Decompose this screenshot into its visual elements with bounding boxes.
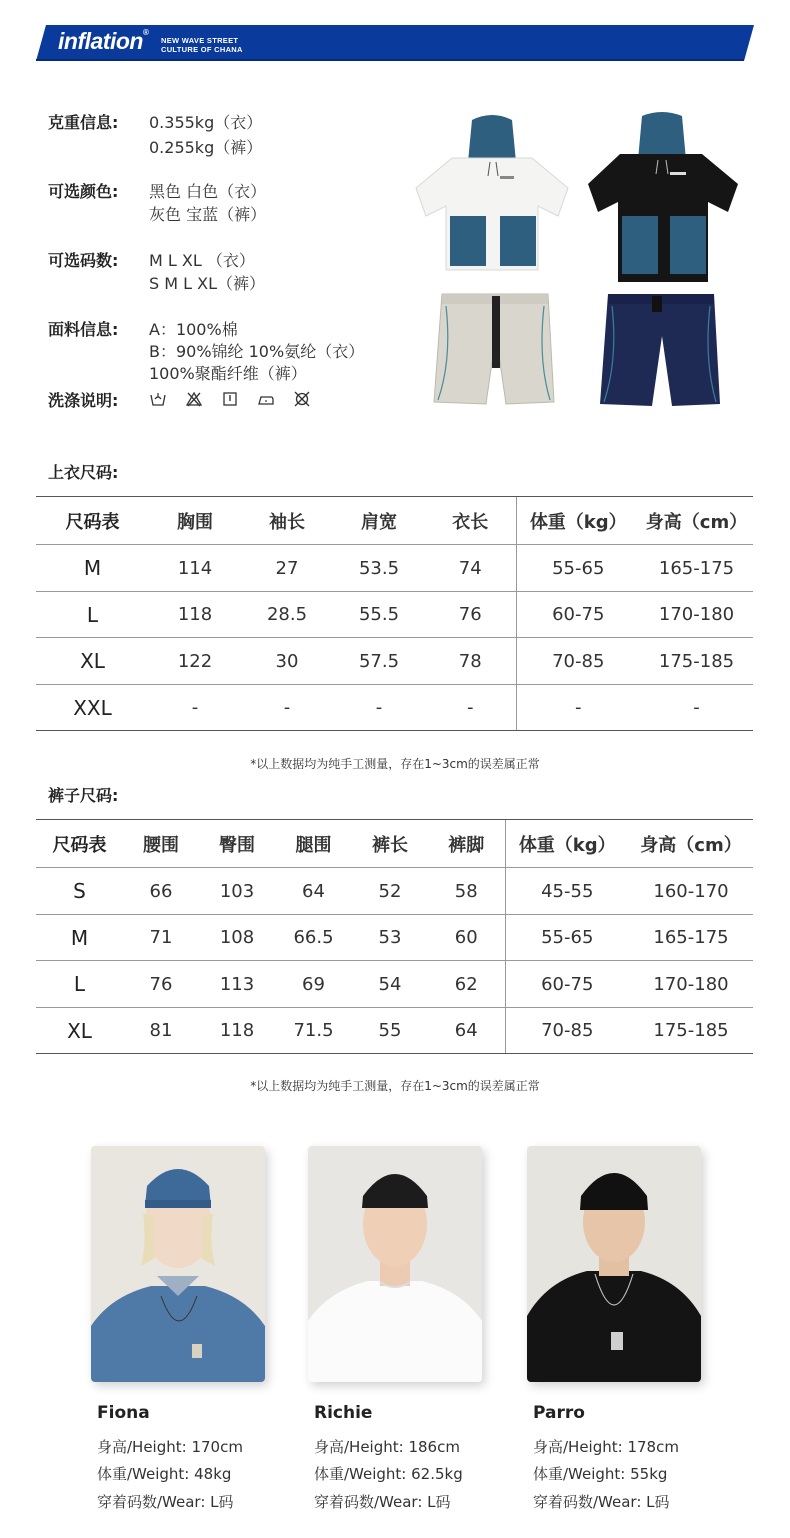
table-cell: 55-65: [516, 545, 640, 592]
table-cell: 160-170: [629, 868, 753, 915]
table-cell: 170-180: [640, 592, 753, 638]
table-cell: 28.5: [241, 592, 333, 638]
table-cell: 74: [425, 545, 516, 592]
table-cell: 103: [199, 868, 275, 915]
table-header-cell: 体重（kg）: [516, 497, 640, 545]
model-photo-parro: [527, 1146, 701, 1382]
table-cell: 62: [428, 961, 505, 1008]
table-row: [36, 685, 753, 731]
table-row: [36, 868, 753, 915]
table-row: [36, 961, 753, 1008]
table-cell: 54: [352, 961, 428, 1008]
table-cell: -: [640, 685, 753, 731]
table-cell: M: [36, 915, 123, 961]
table-cell: 55-65: [505, 915, 629, 961]
table-cell: 118: [199, 1008, 275, 1054]
model-photo-richie: [308, 1146, 482, 1382]
table-header-cell: 腿围: [275, 820, 352, 868]
table-header-cell: 裤长: [352, 820, 428, 868]
table-cell: 64: [428, 1008, 505, 1054]
spec-color-value-1: 黑色 白色（衣）: [149, 182, 267, 201]
spec-color-value-2: 灰色 宝蓝（裤）: [149, 205, 267, 224]
table-header-cell: 胸围: [149, 497, 241, 545]
table-cell: 66: [123, 868, 199, 915]
table-cell: 108: [199, 915, 275, 961]
model-weight: 体重/Weight: 48kg: [97, 1465, 232, 1483]
tumble-dry-icon: [221, 391, 239, 407]
model-wear-size: 穿着码数/Wear: L码: [314, 1493, 451, 1511]
spec-fabric-value-1: A：100%棉: [149, 320, 238, 339]
pants-size-table: [36, 819, 753, 1054]
table-cell: 175-185: [640, 638, 753, 685]
spec-weight-value-2: 0.255kg（裤）: [149, 138, 263, 157]
table-cell: 58: [428, 868, 505, 915]
table-cell: 53: [352, 915, 428, 961]
table-cell: 69: [275, 961, 352, 1008]
table-header-cell: 身高（cm）: [640, 497, 753, 545]
table-cell: 60-75: [505, 961, 629, 1008]
table-cell: XL: [36, 638, 149, 685]
model-height: 身高/Height: 178cm: [533, 1438, 679, 1456]
table-cell: 53.5: [333, 545, 425, 592]
model-name: Fiona: [97, 1403, 150, 1423]
table-cell: 64: [275, 868, 352, 915]
iron-low-icon: [257, 391, 275, 407]
table-cell: 27: [241, 545, 333, 592]
table-cell: 71: [123, 915, 199, 961]
table-header-row: [36, 820, 753, 868]
table-header-cell: 肩宽: [333, 497, 425, 545]
table-cell: 71.5: [275, 1008, 352, 1054]
model-photo-fiona: [91, 1146, 265, 1382]
table-cell: -: [516, 685, 640, 731]
spec-color-label: 可选颜色:: [48, 182, 119, 201]
spec-weight-value-1: 0.355kg（衣）: [149, 113, 263, 132]
table-cell: 70-85: [516, 638, 640, 685]
table-header-cell: 臀围: [199, 820, 275, 868]
table-cell: M: [36, 545, 149, 592]
table-cell: S: [36, 868, 123, 915]
table-cell: -: [333, 685, 425, 731]
table-cell: 78: [425, 638, 516, 685]
table-cell: 57.5: [333, 638, 425, 685]
no-dry-clean-icon: [293, 391, 311, 407]
table-row: [36, 915, 753, 961]
black-hooded-tee: [588, 112, 738, 282]
table-cell: 55: [352, 1008, 428, 1054]
model-wear-size: 穿着码数/Wear: L码: [533, 1493, 670, 1511]
table-header-cell: 身高（cm）: [629, 820, 753, 868]
wash-icons: [149, 391, 311, 407]
spec-fabric-label: 面料信息:: [48, 320, 119, 339]
table-cell: 165-175: [640, 545, 753, 592]
table-row: [36, 592, 753, 638]
model-weight: 体重/Weight: 62.5kg: [314, 1465, 463, 1483]
table-cell: 175-185: [629, 1008, 753, 1054]
table-cell: 30: [241, 638, 333, 685]
spec-size-value-2: S M L XL（裤）: [149, 274, 266, 293]
table-row: [36, 545, 753, 592]
spec-size-value-1: M L XL （衣）: [149, 251, 255, 270]
table-header-cell: 体重（kg）: [505, 820, 629, 868]
table-cell: L: [36, 961, 123, 1008]
table-header-cell: 腰围: [123, 820, 199, 868]
spec-size-label: 可选码数:: [48, 251, 119, 270]
table-cell: 118: [149, 592, 241, 638]
table-cell: 60-75: [516, 592, 640, 638]
table-header-row: [36, 497, 753, 545]
table-header-cell: 尺码表: [36, 497, 149, 545]
table-cell: -: [241, 685, 333, 731]
white-hooded-tee: [416, 115, 568, 270]
model-height: 身高/Height: 170cm: [97, 1438, 243, 1456]
spec-fabric-value-2: B：90%锦纶 10%氨纶（衣）: [149, 342, 365, 361]
table-cell: 113: [199, 961, 275, 1008]
spec-wash-label: 洗涤说明:: [48, 391, 119, 410]
top-size-table: [36, 496, 753, 731]
table-cell: 55.5: [333, 592, 425, 638]
table-header-cell: 袖长: [241, 497, 333, 545]
spec-fabric-value-3: 100%聚酯纤维（裤）: [149, 364, 307, 383]
table-cell: 76: [123, 961, 199, 1008]
table-cell: 114: [149, 545, 241, 592]
table-cell: 81: [123, 1008, 199, 1054]
hand-wash-icon: [149, 391, 167, 407]
table-header-cell: 尺码表: [36, 820, 123, 868]
navy-shorts: [600, 294, 720, 406]
table-cell: XXL: [36, 685, 149, 731]
model-height: 身高/Height: 186cm: [314, 1438, 460, 1456]
table-cell: 52: [352, 868, 428, 915]
table-cell: 70-85: [505, 1008, 629, 1054]
pants-table-note: *以上数据均为纯手工测量，存在1~3cm的误差属正常: [250, 1079, 540, 1093]
pants-size-title: 裤子尺码:: [48, 786, 119, 805]
brand-tagline: NEW WAVE STREET CULTURE OF CHANA: [161, 36, 243, 54]
table-header-cell: 裤脚: [428, 820, 505, 868]
table-row: [36, 1008, 753, 1054]
top-size-title: 上衣尺码:: [48, 463, 119, 482]
table-cell: 76: [425, 592, 516, 638]
product-image: [412, 110, 742, 415]
table-cell: 60: [428, 915, 505, 961]
grey-shorts: [434, 294, 554, 404]
table-header-cell: 衣长: [425, 497, 516, 545]
table-row: [36, 638, 753, 685]
table-cell: XL: [36, 1008, 123, 1054]
table-cell: 45-55: [505, 868, 629, 915]
table-cell: 66.5: [275, 915, 352, 961]
no-bleach-icon: [185, 391, 203, 407]
top-table-note: *以上数据均为纯手工测量，存在1~3cm的误差属正常: [250, 757, 540, 771]
table-cell: L: [36, 592, 149, 638]
brand-logo: inflation®: [58, 28, 149, 54]
model-weight: 体重/Weight: 55kg: [533, 1465, 668, 1483]
table-cell: 165-175: [629, 915, 753, 961]
model-name: Parro: [533, 1403, 585, 1423]
table-cell: 122: [149, 638, 241, 685]
brand-banner: [36, 25, 754, 61]
table-cell: -: [425, 685, 516, 731]
model-name: Richie: [314, 1403, 373, 1423]
model-wear-size: 穿着码数/Wear: L码: [97, 1493, 234, 1511]
table-cell: 170-180: [629, 961, 753, 1008]
spec-weight-label: 克重信息:: [48, 113, 119, 132]
table-cell: -: [149, 685, 241, 731]
